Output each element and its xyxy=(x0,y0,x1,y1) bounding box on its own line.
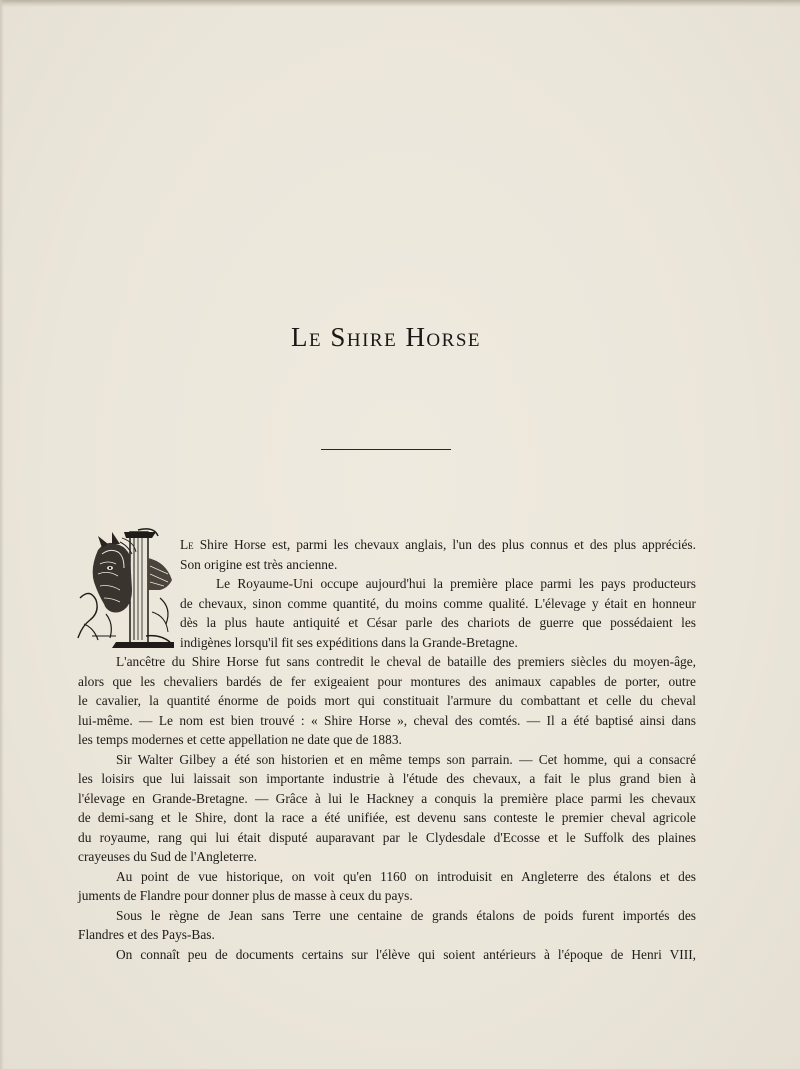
body-text xyxy=(78,652,696,964)
paragraph xyxy=(78,652,696,750)
text-line: les loisirs que lui laissait son importante industrie à l'étude des chevaux, a fait le plus grand bien à xyxy=(78,771,696,786)
text-line xyxy=(180,535,696,555)
text-line: Le Royaume-Uni occupe aujourd'hui la première place parmi les pays producteurs xyxy=(216,576,696,591)
text-line: juments de Flandre pour donner plus de masse à ceux du pays. xyxy=(78,888,413,903)
paragraph xyxy=(78,750,696,867)
text-line: L'ancêtre du Shire Horse fut sans contredit le cheval de bataille des premiers siècles du moyen-âge, xyxy=(116,654,696,669)
text-line: On connaît peu de documents certains sur l'élève qui soient antérieurs à l'époque de Henri VIII, xyxy=(116,946,696,962)
page-title xyxy=(0,322,772,353)
text-line: Sir Walter Gilbey a été son historien et en même temps son parrain. — Cet homme, qui a consacré xyxy=(116,751,696,767)
title-divider xyxy=(321,449,451,450)
text-line: crayeuses du Sud de l'Angleterre. xyxy=(78,849,258,864)
text-line: dès la plus haute antiquité et César parle des chariots de guerre que possédaient les xyxy=(180,615,696,630)
title-word: Le xyxy=(290,322,323,352)
paragraph xyxy=(78,945,696,965)
title-word: Shire xyxy=(330,322,398,352)
intro-text xyxy=(180,535,696,652)
text-line: de demi-sang et le Shire, dont la race a été unifiée, est devenu sans conteste le premier cheval agricole xyxy=(78,810,696,825)
text-line: alors que les chevaliers bardés de fer exigeaient pour montures des animaux capables de porter, outre xyxy=(78,673,696,689)
text-line: le cavalier, la quantité énorme de poids mort qui constituait l'armure du combattant et celle du cheval xyxy=(78,693,696,708)
text-run: Shire Horse est, parmi les chevaux anglais, l'un des plus connus et des plus appréciés. xyxy=(199,537,696,552)
text-line: du royaume, rang qui lui était disputé auparavant par le Clydesdale d'Ecosse et le Suffolk des plaines xyxy=(78,829,696,845)
paragraph xyxy=(78,906,696,945)
lead-caps: Le xyxy=(180,537,194,552)
paragraph xyxy=(180,574,696,652)
decorated-initial xyxy=(76,528,176,652)
text-line: lui-même. — Le nom est bien trouvé : « Shire Horse », cheval des comtés. — Il a été baptisé ainsi dans xyxy=(78,712,696,728)
paragraph xyxy=(180,535,696,574)
text-line: Son origine est très ancienne. xyxy=(180,556,338,572)
paragraph xyxy=(78,867,696,906)
text-line: Flandres et des Pays-Bas. xyxy=(78,927,215,942)
text-line: Sous le règne de Jean sans Terre une centaine de grands étalons de poids furent importés des xyxy=(116,907,696,923)
paper-top-edge xyxy=(0,0,800,7)
title-word: Horse xyxy=(405,322,482,352)
paper-left-edge xyxy=(0,0,4,1069)
text-line: de chevaux, sinon comme quantité, du moins comme qualité. L'élevage y était en honneur xyxy=(180,595,696,611)
horse-head-icon xyxy=(76,528,176,652)
text-line: l'élevage en Grande-Bretagne. — Grâce à lui le Hackney a conquis la première place parmi les chevaux xyxy=(78,790,696,806)
text-line: indigènes lorsqu'il fit ses expéditions dans la Grande-Bretagne. xyxy=(180,634,518,650)
text-line: Au point de vue historique, on voit qu'en 1160 on introduisit en Angleterre des étalons et des xyxy=(116,868,696,884)
text-line: les temps modernes et cette appellation ne date que de 1883. xyxy=(78,732,402,747)
